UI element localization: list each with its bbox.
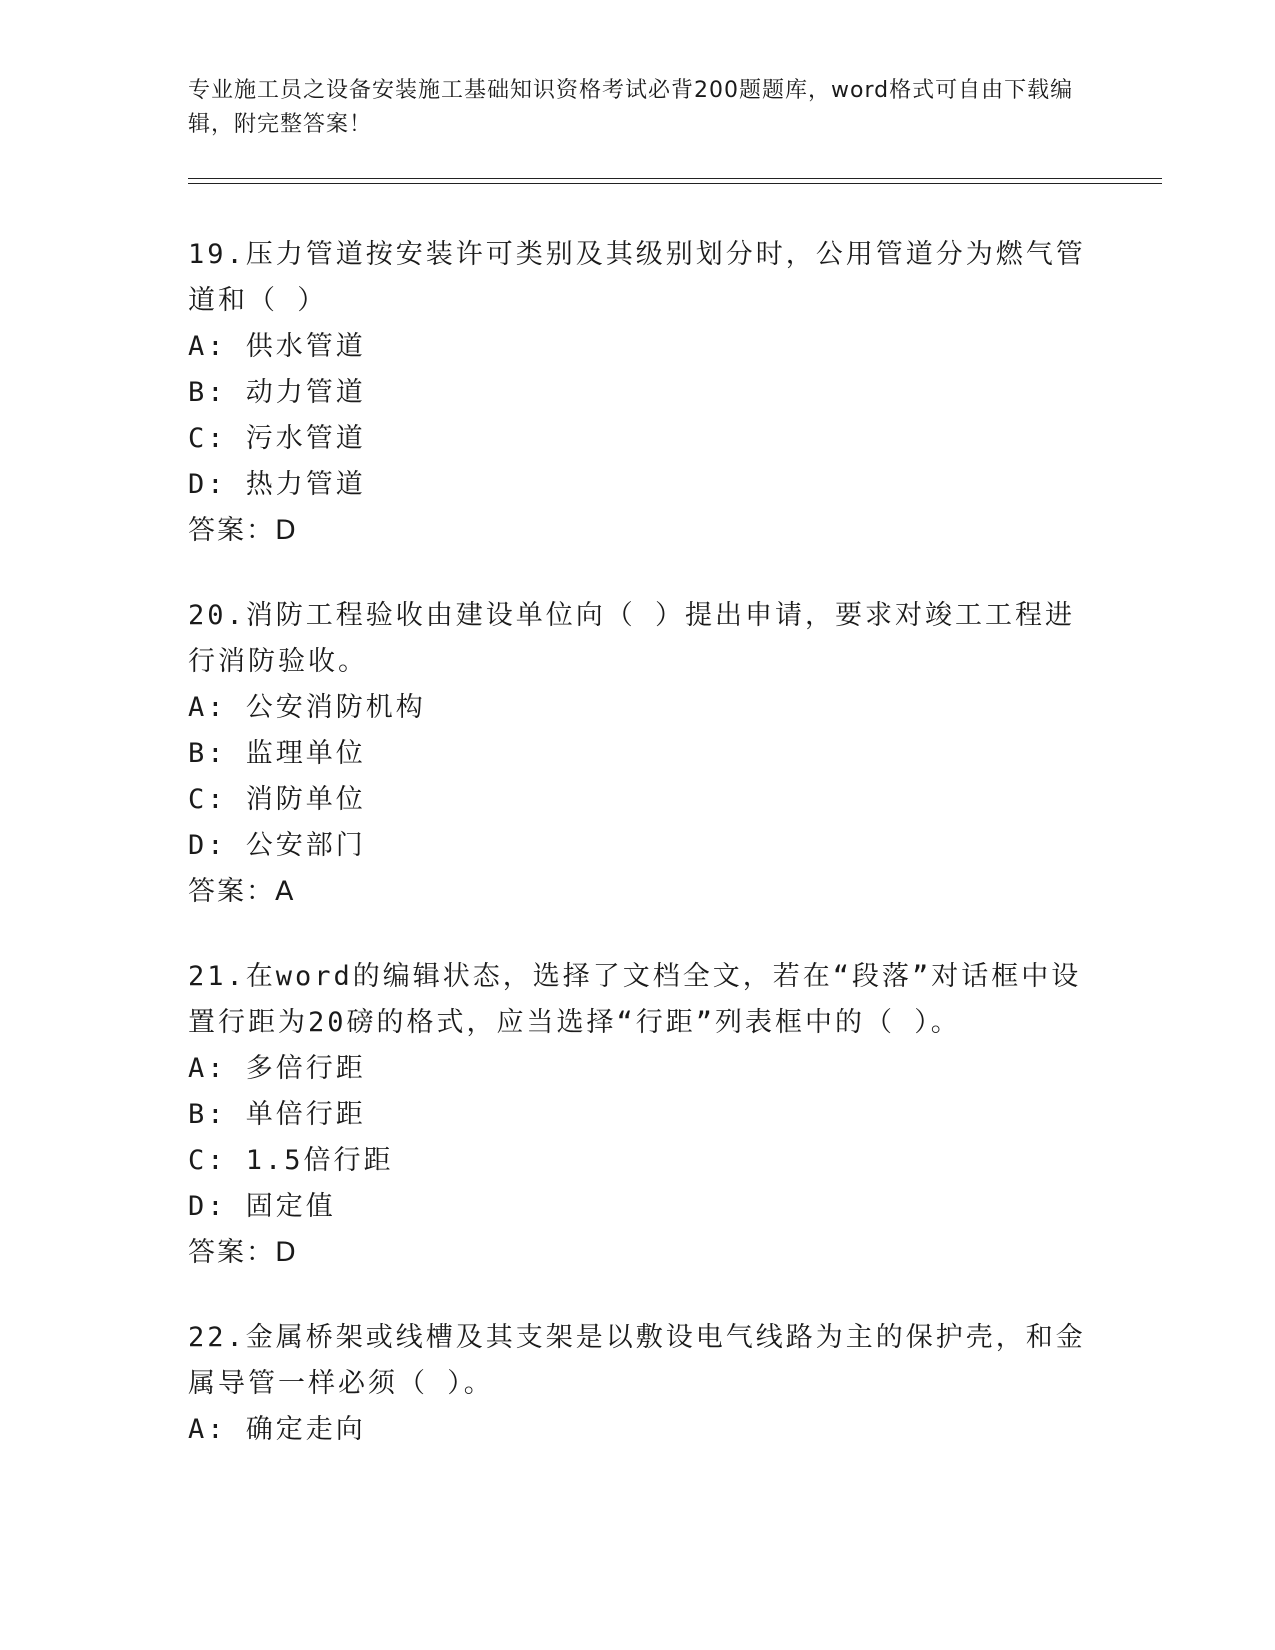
option-d: D: 热力管道 [188, 469, 366, 500]
option-a: A: 公安消防机构 [188, 692, 426, 723]
option-a: A: 供水管道 [188, 331, 366, 362]
option-b: B: 监理单位 [188, 738, 366, 769]
question-stem: 20.消防工程验收由建设单位向（ ）提出申请，要求对竣工工程进行消防验收。 [188, 600, 1076, 677]
answer [188, 869, 1088, 915]
option-d: D: 固定值 [188, 1191, 336, 1222]
answer [188, 1230, 1088, 1276]
answer-value: D [275, 1237, 296, 1268]
question-stem: 19.压力管道按安装许可类别及其级别划分时，公用管道分为燃气管道和（ ） [188, 239, 1086, 316]
option-c: C: 污水管道 [188, 423, 366, 454]
option-c: C: 消防单位 [188, 784, 366, 815]
question-21 [188, 954, 1088, 1276]
question-22 [188, 1315, 1088, 1453]
answer-label: 答案： [188, 876, 275, 907]
answer-value: D [275, 515, 296, 546]
answer-label: 答案： [188, 1237, 275, 1268]
option-b: B: 动力管道 [188, 377, 366, 408]
question-stem: 21.在word的编辑状态，选择了文档全文，若在“段落”对话框中设置行距为20磅的格式，应当选择“行距”列表框中的（ ）。 [188, 961, 1082, 1038]
document-header: 专业施工员之设备安装施工基础知识资格考试必背200题题库，word格式可自由下载编辑，附完整答案！ [188, 78, 1074, 137]
option-a: A: 多倍行距 [188, 1053, 366, 1084]
question-20 [188, 593, 1088, 915]
option-b: B: 单倍行距 [188, 1099, 366, 1130]
answer-value: A [275, 876, 294, 907]
option-d: D: 公安部门 [188, 830, 366, 861]
question-19 [188, 232, 1088, 554]
header-rule-bottom [188, 183, 1162, 184]
answer-label: 答案： [188, 515, 275, 546]
question-stem: 22.金属桥架或线槽及其支架是以敷设电气线路为主的保护壳，和金属导管一样必须（ ）。 [188, 1322, 1086, 1399]
answer [188, 508, 1088, 554]
header-rule-top [188, 178, 1162, 179]
option-c: C: 1.5倍行距 [188, 1145, 394, 1176]
option-a: A: 确定走向 [188, 1414, 366, 1445]
